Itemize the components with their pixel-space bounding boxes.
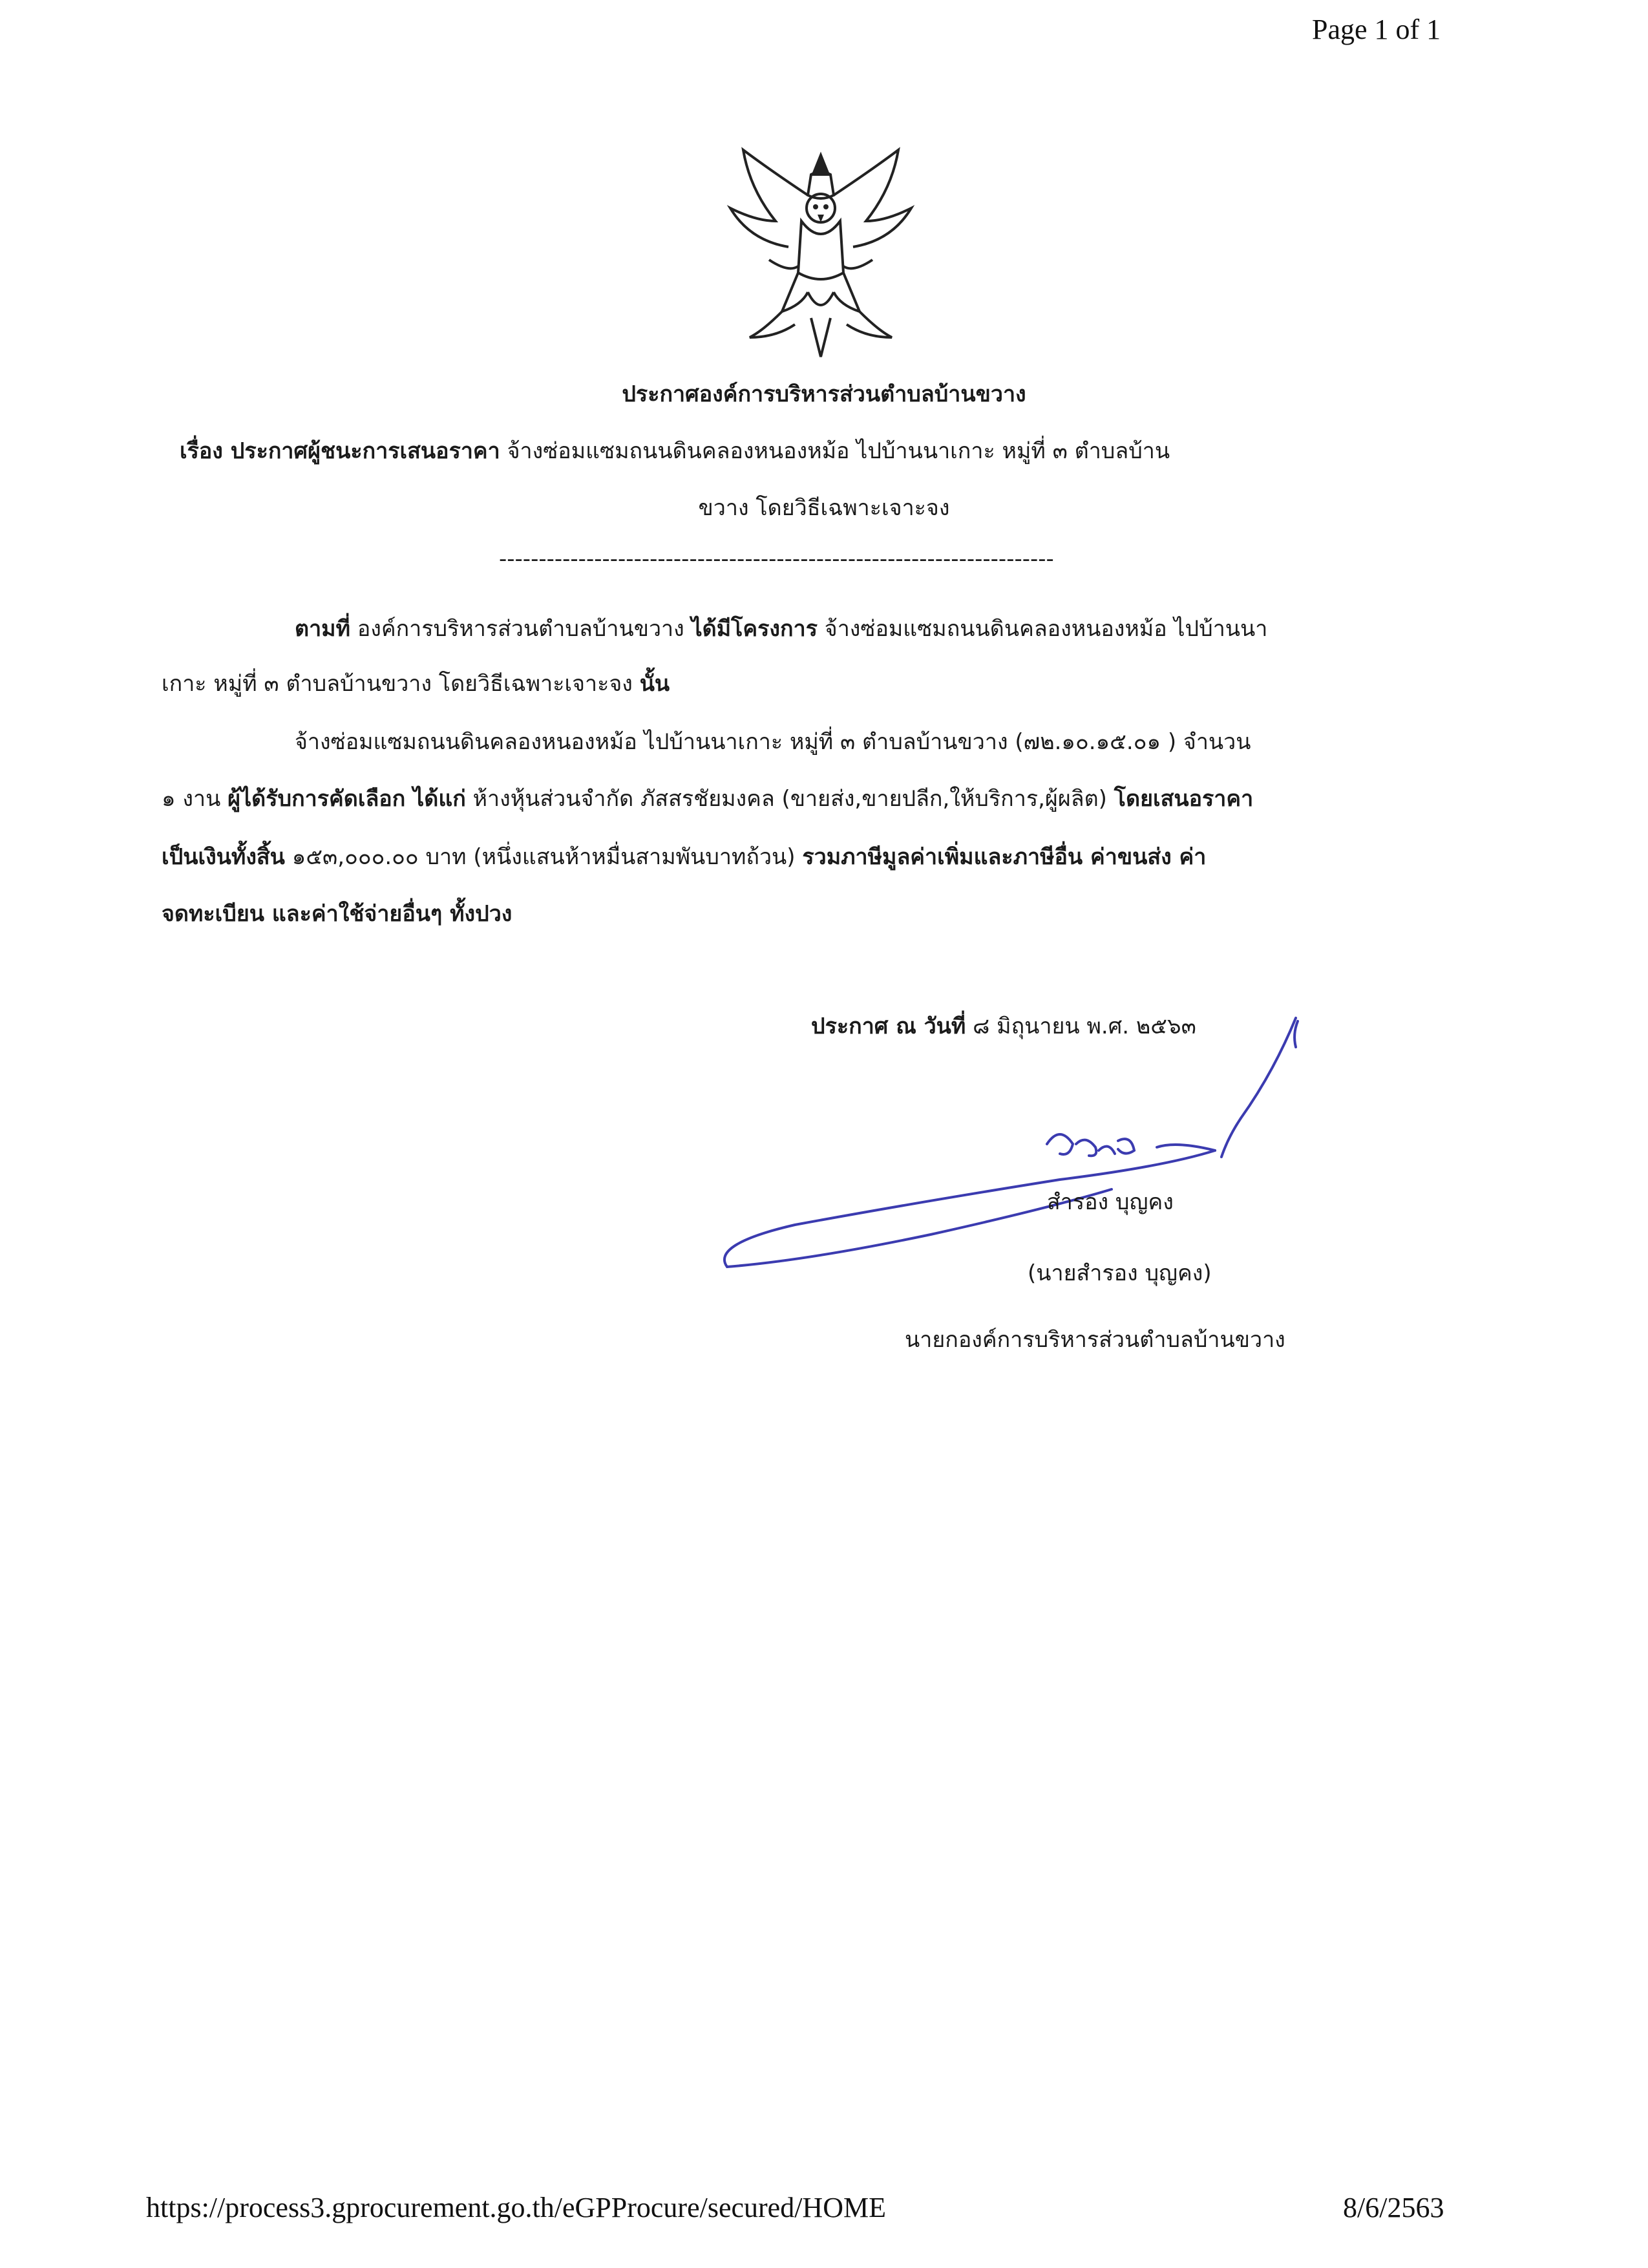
p2-offer-label: โดยเสนอราคา [1114, 786, 1254, 812]
p2-total-label: เป็นเงินทั้งสิ้น [162, 844, 285, 870]
paragraph-2-line-2 [162, 781, 1253, 816]
signer-full-name: (นายสำรอง บุญคง) [1028, 1260, 1212, 1286]
paragraph-1-line-1 [295, 611, 1267, 646]
p1-end: นั้น [639, 671, 670, 697]
separator-line: ---------------------------------------------------------------------- [499, 546, 1054, 572]
p1-lead: ตามที่ [295, 616, 350, 642]
p2-qty: ๑ งาน [162, 786, 221, 812]
p2-vendor: ห้างหุ้นส่วนจำกัด ภัสสรชัยมงคล (ขายส่ง,ขายปลีก,ให้บริการ,ผู้ผลิต) [472, 786, 1107, 812]
page-number: Page 1 of 1 [1312, 14, 1441, 45]
paragraph-1-line-2 [162, 666, 670, 701]
org-title: ประกาศองค์การบริหารส่วนตำบลบ้านขวาง [622, 381, 1026, 407]
p1-project-cont: เกาะ หมู่ที่ ๓ ตำบลบ้านขวาง โดยวิธีเฉพาะเจาะจง [162, 671, 633, 697]
signer-typed-name: สำรอง บุญคง [1047, 1189, 1174, 1215]
subject-line-2: ขวาง โดยวิธีเฉพาะเจาะจง [698, 495, 950, 521]
subject-text: จ้างซ่อมแซมถนนดินคลองหนองหม้อ ไปบ้านนาเกาะ หมู่ที่ ๓ ตำบลบ้าน [507, 438, 1170, 464]
signer-title: นายกองค์การบริหารส่วนตำบลบ้านขวาง [905, 1327, 1285, 1353]
paragraph-2-line-1: จ้างซ่อมแซมถนนดินคลองหนองหม้อ ไปบ้านนาเกาะ หมู่ที่ ๓ ตำบลบ้านขวาง (๗๒.๑๐.๑๕.๐๑ ) จำนวน [295, 729, 1251, 755]
subject-line-1 [180, 433, 1170, 468]
garuda-emblem-icon [704, 143, 937, 370]
footer-date: 8/6/2563 [1343, 2192, 1444, 2223]
p1-mid: ได้มีโครงการ [691, 616, 818, 642]
subject-label: เรื่อง ประกาศผู้ชนะการเสนอราคา [180, 438, 500, 464]
handwritten-signature [711, 995, 1331, 1293]
announce-label: ประกาศ ณ วันที่ [811, 1013, 966, 1039]
footer-url: https://process3.gprocurement.go.th/eGPProcure/secured/HOME [146, 2192, 886, 2223]
p2-amount: ๑๕๓,๐๐๐.๐๐ บาท (หนึ่งแสนห้าหมื่นสามพันบาทถ้วน) [291, 844, 796, 870]
p1-org: องค์การบริหารส่วนตำบลบ้านขวาง [357, 616, 684, 642]
paragraph-2-line-3 [162, 839, 1206, 874]
announce-date: ๘ มิถุนายน พ.ศ. ๒๕๖๓ [973, 1013, 1196, 1039]
p1-project: จ้างซ่อมแซมถนนดินคลองหนองหม้อ ไปบ้านนา [824, 616, 1268, 642]
p2-selected-label: ผู้ได้รับการคัดเลือก ได้แก่ [227, 786, 466, 812]
p2-tax-text: รวมภาษีมูลค่าเพิ่มและภาษีอื่น ค่าขนส่ง ค่า [802, 844, 1207, 870]
paragraph-2-line-4: จดทะเบียน และค่าใช้จ่ายอื่นๆ ทั้งปวง [162, 901, 512, 927]
